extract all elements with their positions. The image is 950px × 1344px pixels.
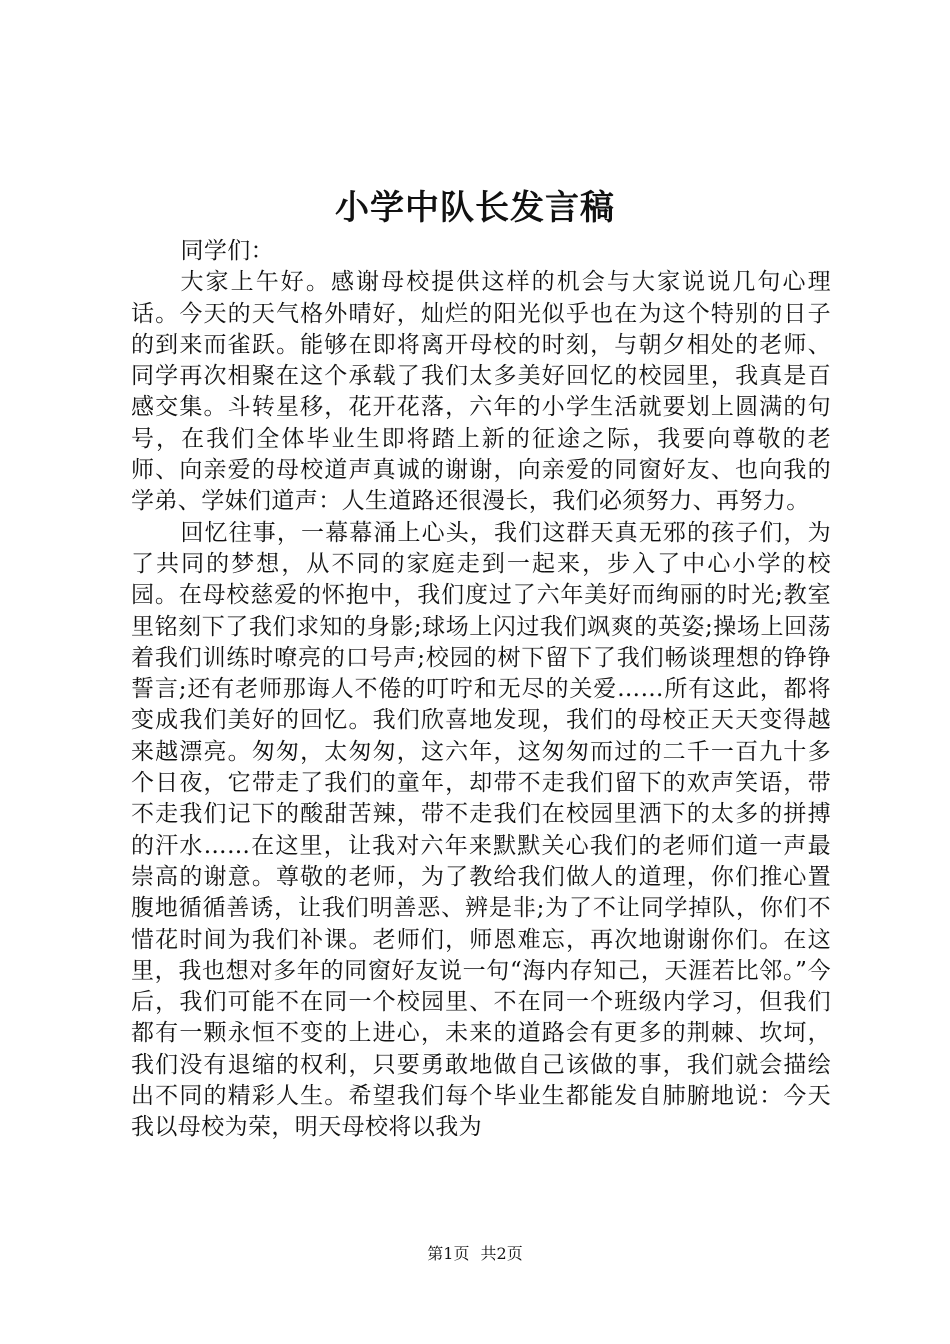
salutation-paragraph: 同学们： bbox=[180, 238, 275, 264]
body-paragraph-2: 回忆往事，一幕幕涌上心头，我们这群天真无邪的孩子们，为了共同的梦想，从不同的家庭走到一起来，步入了中心小学的校园。在母校慈爱的怀抱中，我们度过了六年美好而绚丽的时光;教室里铭刻下了我们求知的身影;球场上闪过我们飒爽的英姿;操场上回荡着我们训练时嘹亮的口号声;校园的树下留下了我们畅谈理想的铮铮誓言;还有老师那诲人不倦的叮咛和无尽的关爱……所有这此，都将变成我们美好的回忆。我们欣喜地发现，我们的母校正天天变得越来越漂亮。匆匆，太匆匆，这六年，这匆匆而过的二千一百九十多个日夜，它带走了我们的童年，却带不走我们留下的欢声笑语，带不走我们记下的酸甜苦辣，带不走我们在校园里洒下的太多的拼搏的汗水……在这里，让我对六年来默默关心我们的老师们道一声最崇高的谢意。尊敬的老师，为了教给我们做人的道理，你们推心置腹地循循善诱，让我们明善恶、辨是非;为了不让同学掉队，你们不惜花时间为我们补课。老师们，师恩难忘，再次地谢谢你们。在这里，我也想对多年的同窗好友说一句“海内存知己，天涯若比邻。”今后，我们可能不在同一个校园里、不在同一个班级内学习，但我们都有一颗永恒不变的上进心，未来的道路会有更多的荆棘、坎坷，我们没有退缩的权利，只要勇敢地做自己该做的事，我们就会描绘出不同的精彩人生。希望我们每个毕业生都能发自肺腑地说：今天我以母校为荣，明天母校将以我为 bbox=[131, 519, 831, 1141]
page-footer bbox=[0, 1244, 950, 1264]
document-title: 小学中队长发言稿 bbox=[335, 188, 615, 228]
body-paragraph-1: 大家上午好。感谢母校提供这样的机会与大家说说几句心理话。今天的天气格外晴好，灿烂的阳光似乎也在为这个特别的日子的到来而雀跃。能够在即将离开母校的时刻，与朝夕相处的老师、同学再次相聚在这个承载了我们太多美好回忆的校园里，我真是百感交集。斗转星移，花开花落，六年的小学生活就要划上圆满的句号，在我们全体毕业生即将踏上新的征途之际，我要向尊敬的老师、向亲爱的母校道声真诚的谢谢，向亲爱的同窗好友、也向我的学弟、学妹们道声：人生道路还很漫长，我们必须努力、再努力。 bbox=[131, 269, 831, 515]
page-total: 共2页 bbox=[480, 1244, 523, 1263]
document-body bbox=[131, 236, 831, 1144]
page-number: 第1页 bbox=[427, 1244, 470, 1263]
